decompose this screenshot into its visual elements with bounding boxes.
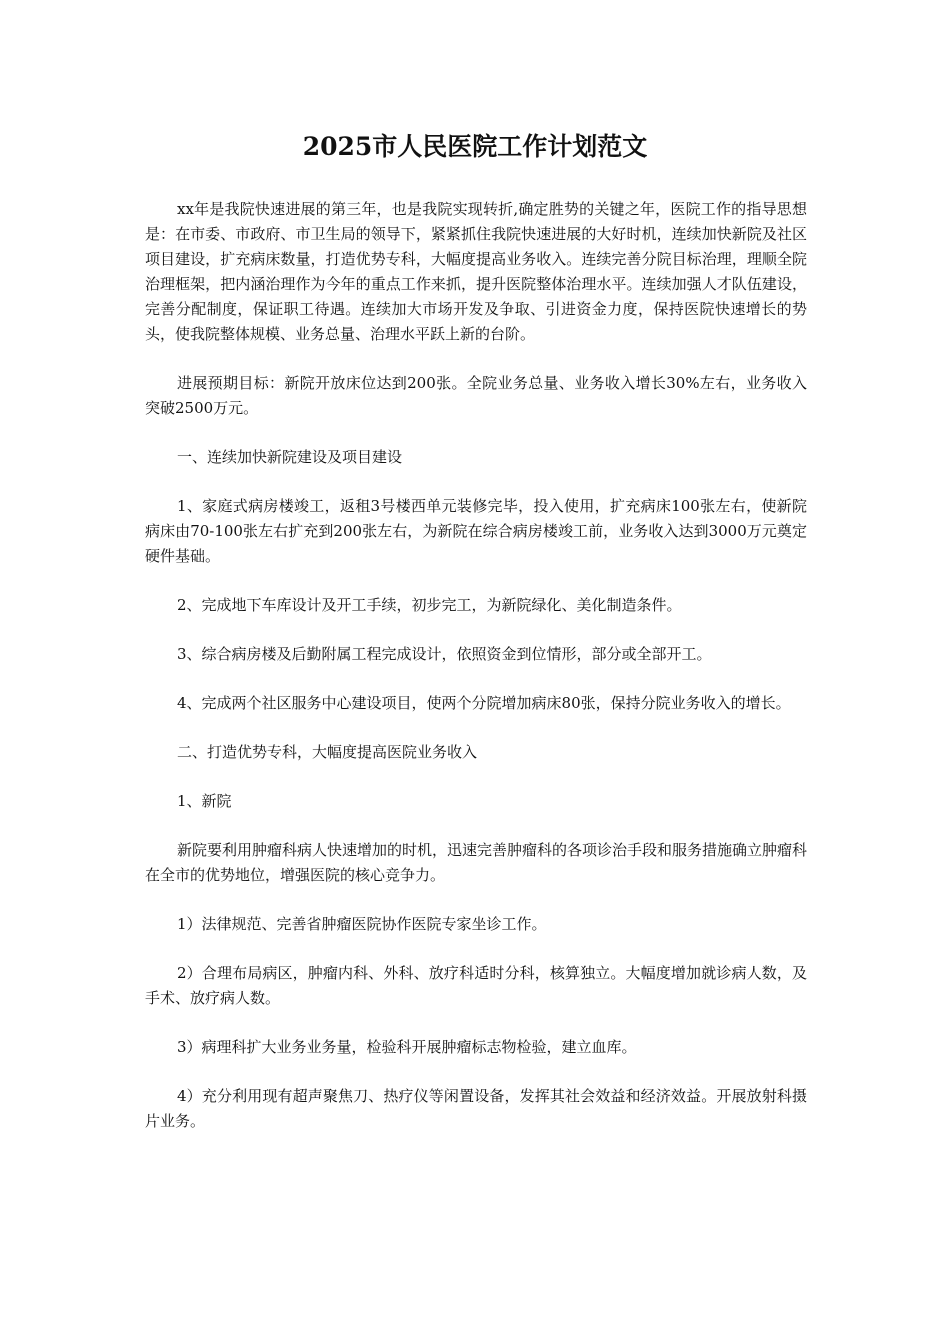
document-title: 2025市人民医院工作计划范文 <box>302 132 648 161</box>
paragraph-new-hospital: 新院要利用肿瘤科病人快速增加的时机，迅速完善肿瘤科的各项诊治手段和服务措施确立肿瘤科在全市的优势地位，增强医院的核心竞争力。 <box>145 841 808 884</box>
paragraph-intro: xx年是我院快速进展的第三年，也是我院实现转折,确定胜势的关键之年，医院工作的指导思想是：在市委、市政府、市卫生局的领导下，紧紧抓住我院快速进展的大好时机，连续加快新院及社区项目建设，扩充病床数量，打造优势专科，大幅度提高业务收入。连续完善分院目标治理，理顺全院治理框架，把内涵治理作为今年的重点工作来抓，提升医院整体治理水平。连续加强人才队伍建设，完善分配制度，保证职工待遇。连续加大市场开发及争取、引进资金力度，保持医院快速增长的势头，使我院整体规模、业务总量、治理水平跃上新的台阶。 <box>145 200 807 343</box>
list-item: 4、完成两个社区服务中心建设项目，使两个分院增加病床80张，保持分院业务收入的增长。 <box>177 694 791 712</box>
list-item: 2、完成地下车库设计及开工手续，初步完工，为新院绿化、美化制造条件。 <box>177 596 682 614</box>
list-item: 1）法律规范、完善省肿瘤医院协作医院专家坐诊工作。 <box>177 915 547 933</box>
subsection-heading: 1、新院 <box>177 792 232 810</box>
section-heading-1: 一、连续加快新院建设及项目建设 <box>177 448 403 466</box>
paragraph-goals: 进展预期目标：新院开放床位达到200张。全院业务总量、业务收入增长30%左右，业务收入突破2500万元。 <box>145 374 807 417</box>
list-item: 4）充分利用现有超声聚焦刀、热疗仪等闲置设备，发挥其社会效益和经济效益。开展放射科摄片业务。 <box>145 1087 807 1130</box>
list-item: 2）合理布局病区，肿瘤内科、外科、放疗科适时分科，核算独立。大幅度增加就诊病人数，及手术、放疗病人数。 <box>145 964 807 1007</box>
list-item: 1、家庭式病房楼竣工，返租3号楼西单元装修完毕，投入使用，扩充病床100张左右，使新院病床由70-100张左右扩充到200张左右，为新院在综合病房楼竣工前，业务收入达到3000万元奠定硬件基础。 <box>145 497 807 565</box>
document-body <box>145 197 807 1158</box>
list-item: 3）病理科扩大业务业务量，检验科开展肿瘤标志物检验，建立血库。 <box>177 1038 637 1056</box>
list-item: 3、综合病房楼及后勤附属工程完成设计，依照资金到位情形，部分或全部开工。 <box>177 645 712 663</box>
section-heading-2: 二、打造优势专科，大幅度提高医院业务收入 <box>177 743 478 761</box>
